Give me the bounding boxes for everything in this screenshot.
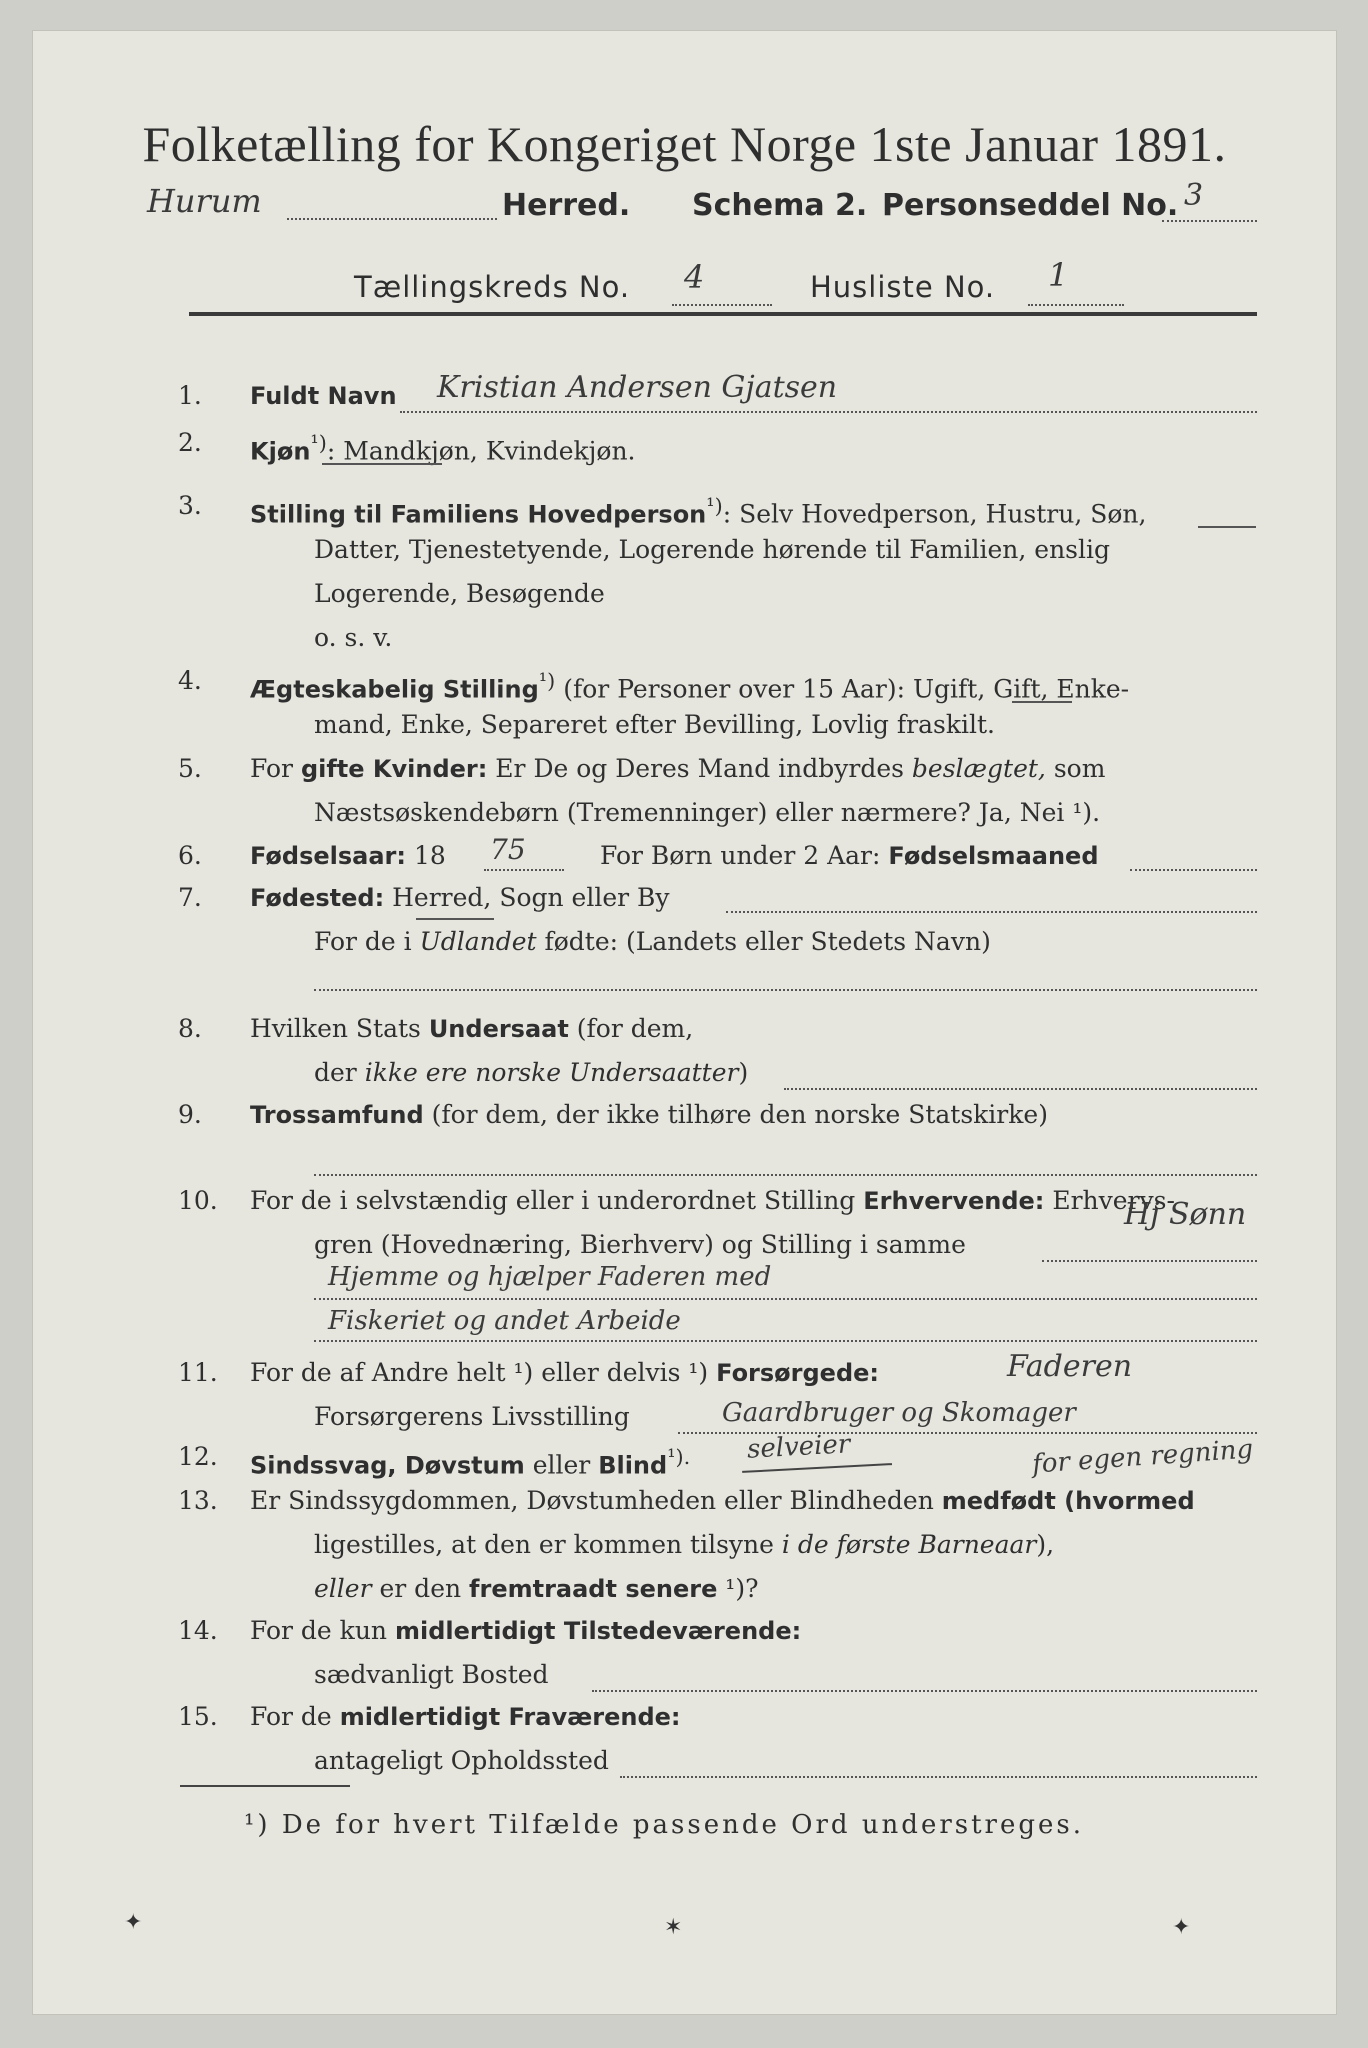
item-text: sædvanligt Bosted (314, 1660, 549, 1689)
item-number: 4. (178, 666, 202, 695)
footnote-ref: ¹) (706, 494, 723, 518)
year-dots (484, 869, 564, 871)
status-handwritten: selveier (746, 1429, 851, 1465)
item-label: Fuldt Navn (250, 382, 397, 410)
husliste-label: Husliste No. (810, 270, 996, 304)
corner-mark: ✦ (1172, 1915, 1191, 1940)
item-text: : Mandkjøn, Kvindekjøn. (326, 436, 636, 466)
item-text: Datter, Tjenestetyende, Logerende hørende til Familien, enslig (314, 535, 1111, 564)
census-form (32, 30, 1337, 2015)
item-text: fødte: (Landets eller Stedets Navn) (536, 927, 991, 956)
item-text: antageligt Opholdssted (314, 1746, 609, 1775)
item-text: Herred, Sogn eller By (384, 883, 670, 912)
herred-label: Herred. (502, 188, 631, 223)
item-text: Forsørgerens Livsstilling (314, 1402, 630, 1431)
item-number: 3. (178, 491, 202, 520)
item-label: Fødselsaar: (250, 842, 406, 870)
item-text: Er De og Deres Mand indbyrdes (487, 754, 912, 783)
item-number: 13. (178, 1486, 218, 1515)
item-label: midlertidigt Tilstedeværende: (394, 1617, 802, 1645)
corner-mark: ✦ (124, 1910, 143, 1935)
provider-occupation-handwritten: Gaardbruger og Skomager (722, 1398, 1076, 1428)
item-label: gifte Kvinder: (300, 755, 488, 783)
residence-dots (592, 1690, 1257, 1692)
item-text: For de af Andre helt ¹) eller delvis ¹) (250, 1358, 717, 1387)
husliste-number: 1 (1048, 256, 1069, 294)
item-label: Kjøn (250, 437, 311, 466)
item-label: midlertidigt Fraværende: (339, 1703, 681, 1731)
item-text: mand, Enke, Separeret efter Bevilling, Lovlig fraskilt. (314, 710, 995, 739)
underline-mark (416, 915, 494, 920)
husliste-dots (1028, 304, 1124, 306)
item-text: For de (250, 1702, 340, 1731)
footnote-ref: ¹) (310, 431, 327, 455)
herred-dots (287, 218, 497, 220)
item-number: 14. (178, 1616, 218, 1645)
occupation-dots (314, 1340, 1257, 1342)
item-text: For de kun (250, 1616, 395, 1645)
birthplace-dots (726, 911, 1257, 913)
underline-mark (1198, 523, 1256, 528)
item-text: ¹)? (717, 1574, 759, 1603)
personseddel-dots (1162, 220, 1257, 222)
item-label: Forsørgede: (716, 1359, 880, 1387)
item-text: gren (Hovednæring, Bierhverv) og Stilling i samme (314, 1230, 966, 1259)
foreign-dots (314, 989, 1257, 991)
kreds-number: 4 (684, 258, 705, 296)
item-label: Sindssvag, Døvstum (250, 1451, 525, 1480)
item-number: 10. (178, 1186, 218, 1215)
item-number: 7. (178, 883, 202, 912)
item-text: Udlandet (419, 927, 537, 956)
item-text: Logerende, Besøgende (314, 579, 605, 608)
item-number: 15. (178, 1702, 218, 1731)
item-text: (for Personer over 15 Aar): Ugift, Gift, Enke- (563, 674, 1130, 704)
status-handwritten: for egen regning (1031, 1434, 1255, 1480)
item-text: eller (524, 1450, 599, 1480)
item-label: fremtraadt senere (469, 1575, 718, 1603)
item-number: 2. (178, 428, 202, 457)
personseddel-number: 3 (1184, 178, 1204, 213)
item-text: (for dem, der ikke tilhøre den norske Statskirke) (423, 1100, 1048, 1129)
footnote-ref: ¹). (667, 1445, 691, 1469)
herred-handwritten: Hurum (147, 182, 262, 220)
item-text: : Selv Hovedperson, Hustru, Søn, (722, 499, 1147, 529)
month-dots (1130, 869, 1257, 871)
item-number: 12. (178, 1442, 218, 1471)
personseddel-label: Personseddel No. (882, 188, 1179, 223)
underline-mark (322, 460, 442, 465)
item-text: ikke ere norske Undersaatter (364, 1058, 739, 1087)
item-label: Trossamfund (250, 1101, 424, 1129)
item-text: ) (738, 1058, 749, 1087)
herred-line (147, 182, 262, 220)
item-label: Erhvervende: (863, 1187, 1045, 1215)
item-label: medfødt (941, 1487, 1056, 1515)
footnote: ¹) De for hvert Tilfælde passende Ord understreges. (244, 1810, 1085, 1840)
kreds-dots (672, 304, 772, 306)
item-label: Ægteskabelig Stilling (250, 675, 539, 704)
occupation-dots (1042, 1260, 1257, 1262)
item-text: For de i (314, 927, 420, 956)
item-text: eller (314, 1574, 372, 1603)
item-text: For de i selvstændig eller i underordnet Stilling (250, 1186, 864, 1215)
form-title: Folketælling for Kongeriget Norge 1ste Januar 1891. (142, 116, 1227, 172)
item-number: 9. (178, 1100, 202, 1129)
subject-dots (784, 1088, 1257, 1090)
item-text: der (314, 1058, 365, 1087)
item-text: er den (371, 1574, 470, 1603)
item-text: i de første Barneaar (781, 1530, 1037, 1559)
item-number: 6. (178, 841, 202, 870)
footnote-rule (180, 1785, 350, 1787)
footnote-ref: ¹) (538, 669, 556, 693)
item-text: For Børn under 2 Aar: (600, 841, 889, 870)
header-rule (189, 312, 1257, 316)
item-number: 5. (178, 754, 202, 783)
kreds-label: Tællingskreds No. (354, 270, 631, 304)
item-text: (for dem, (568, 1014, 694, 1043)
item-text: o. s. v. (314, 623, 393, 652)
item-text: ligestilles, at den er kommen tilsyne (314, 1530, 782, 1559)
item-text: Hvilken Stats (250, 1014, 429, 1043)
item-label: Fødselsmaaned (888, 842, 1099, 870)
item-text: For (250, 754, 301, 783)
occupation-handwritten: Hj Sønn (1124, 1197, 1247, 1232)
abode-dots (620, 1776, 1257, 1778)
item-text: som (1045, 754, 1106, 783)
item-text: Er Sindssygdommen, Døvstumheden eller Blindheden (250, 1486, 942, 1515)
item-label: Fødested: (250, 884, 385, 912)
item-text: ), (1036, 1530, 1055, 1559)
item-number: 1. (178, 381, 202, 410)
item-number: 8. (178, 1014, 202, 1043)
full-name-handwritten: Kristian Andersen Gjatsen (437, 370, 838, 405)
underline-mark (1012, 698, 1072, 703)
item-label: Undersaat (428, 1015, 569, 1043)
center-mark: ✶ (664, 1915, 683, 1940)
occupation-line-handwritten: Hjemme og hjælper Faderen med (328, 1262, 772, 1292)
item-label: Stilling til Familiens Hovedperson (250, 500, 707, 529)
item-text: Erhvervs- (1044, 1186, 1175, 1215)
item-text: beslægtet, (911, 754, 1046, 783)
item-number: 11. (178, 1358, 218, 1387)
item-text: Næstsøskendebørn (Tremenninger) eller nærmere? Ja, Nei ¹). (314, 798, 1101, 827)
year-prefix: 18 (406, 841, 446, 870)
name-dots (400, 411, 1257, 413)
schema-label: Schema 2. (692, 188, 868, 223)
birth-year-handwritten: 75 (490, 833, 526, 866)
item-label: Blind (598, 1451, 668, 1480)
religion-dots (314, 1174, 1257, 1176)
item-label: (hvormed (1055, 1487, 1195, 1515)
provider-handwritten: Faderen (1007, 1349, 1133, 1384)
occupation-line-handwritten: Fiskeriet og andet Arbeide (328, 1306, 681, 1336)
